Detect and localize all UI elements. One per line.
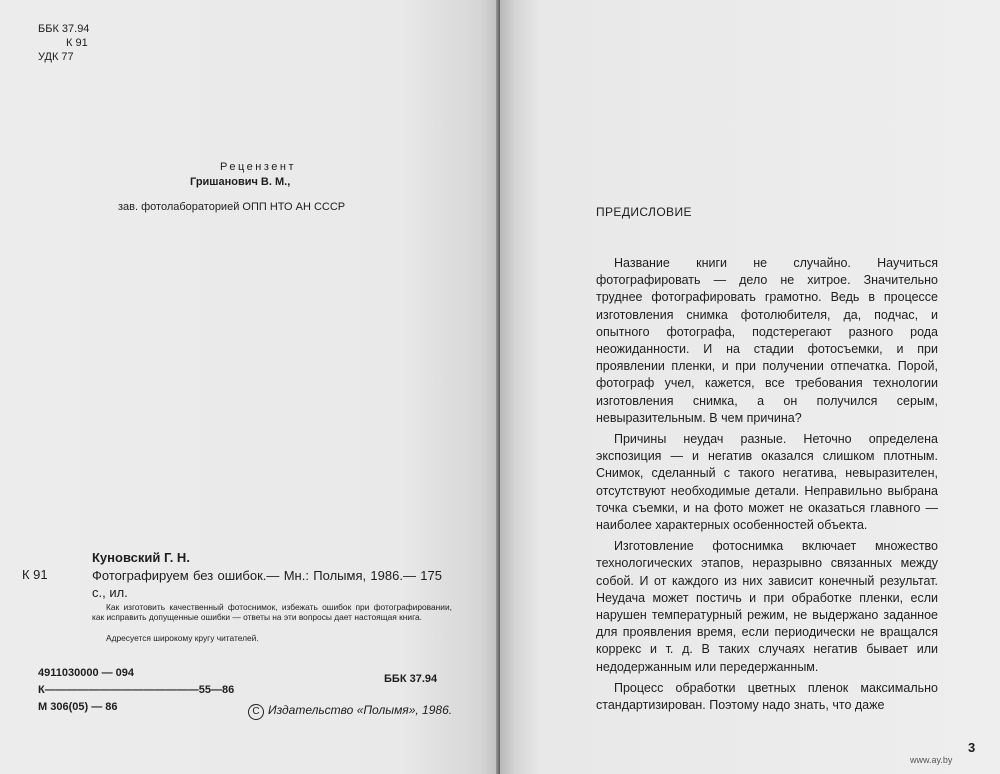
catalog-index: К 91 (22, 567, 48, 582)
catalog-author: Куновский Г. Н. (92, 550, 190, 565)
preface-paragraph: Название книги не случайно. Научиться фотографировать — дело не хитрое. Значительно труднее фотографировать грамотно. Ведь в процессе изготовления снимка фотолюбителя, да, подчас, и опытного фотографа, подстерегают разного рода неожиданности. И на стадии фотосъемки, и при проявлении пленки, и при получении отпечатка. Порой, фотограф учел, кажется, все требования технологии изготовления снимка, а он получился серым, невыразительным. В чем причина? (596, 256, 938, 425)
copyright-text: Издательство «Полымя», 1986. (268, 703, 453, 717)
preface-paragraph: Изготовление фотоснимка включает множество технологических этапов, неразрывно связанных между собой. И от каждого из них зависит конечный результат. Неудача может постичь и при обработке пленки, если нарушен температурный режим, не выдержано заданное для проявления время, если периодически не вращался коррекс и т. д. В таких случаях негатив бывает или недодержанным или передержанным. (596, 539, 938, 674)
preface-body (596, 255, 938, 718)
author-mark: К 91 (66, 37, 88, 49)
watermark: www.ay.by (910, 755, 953, 765)
publication-number: 4911030000 — 094 (38, 667, 135, 679)
catalog-title: Фотографируем без ошибок.— Мн.: Полымя, 1986.— 175 с., ил. (92, 568, 442, 600)
reviewer-label: Рецензент (220, 161, 296, 173)
classification-codes (38, 22, 89, 64)
bbk-code: ББК 37.94 (38, 23, 90, 35)
publication-number: К——————————————55—86 (38, 684, 235, 696)
bbk-bottom: ББК 37.94 (384, 673, 438, 685)
copyright-line (248, 703, 452, 720)
udk-code: УДК 77 (38, 51, 74, 63)
page-number: 3 (968, 740, 976, 755)
publication-number: М 306(05) — 86 (38, 701, 118, 713)
reviewer-name: Гришанович В. М., (190, 176, 291, 188)
reviewer-position: зав. фотолабораторией ОПП НТО АН СССР (118, 201, 346, 213)
copyright-icon: C (248, 704, 264, 720)
preface-paragraph: Причины неудач разные. Неточно определена экспозиция — и негатив оказался слишком плотным. Снимок, сделанный с такого негатива, невыразителен, отсутствуют необходимые детали. Неправильно выбрана точка съемки, и на фото может не оказаться главного — наиболее характерных особенностей объекта. (596, 432, 938, 533)
reviewer-block (190, 160, 296, 190)
preface-paragraph: Процесс обработки цветных пленок максимально стандартизирован. Поэтому надо знать, что даже (596, 680, 938, 713)
publication-numbers (38, 665, 234, 716)
catalog-annotation: Как изготовить качественный фотоснимок, избежать ошибок при фотографировании, как исправить допущенные ошибки — ответы на эти вопросы дает настоящая книга. (92, 602, 452, 622)
catalog-audience: Адресуется широкому кругу читателей. (106, 633, 259, 643)
preface-heading: ПРЕДИСЛОВИЕ (596, 205, 692, 219)
